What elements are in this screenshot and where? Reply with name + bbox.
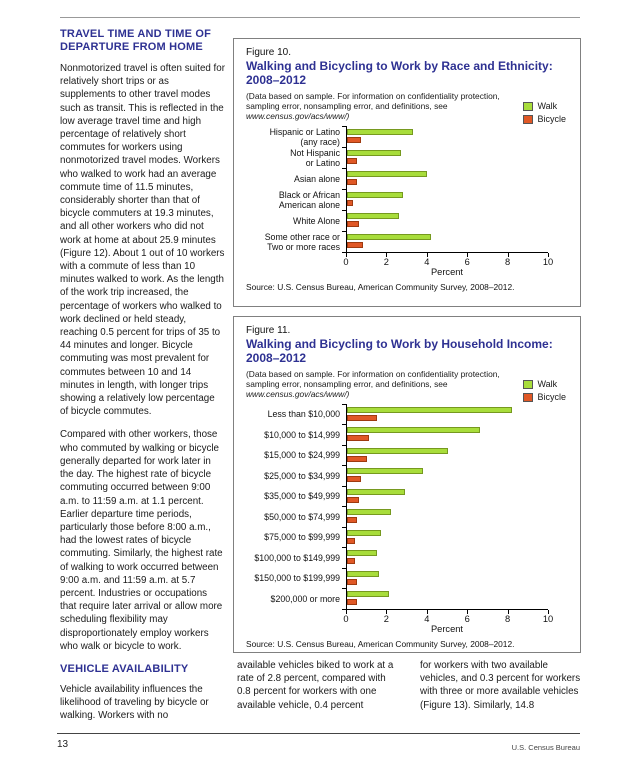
paragraph: Compared with other workers, those who commuted by walking or bicycle generally departed for work later in the day. The highest rate of bicycle commuting occurred between 9:00 a.m. to 11:59 a.m. at 1.1 percent. Earlier departure time periods, particularly those before 8:00 a.m., had the lowest rates of bicycle commuting. Similarly, the highest rate of walking to work occurred between 9:00 a.m. and 11:59 a.m. at 5.7 percent. Industries or occupations that require later arrival or allow more scheduling flexibility may disproportionately employ workers who walk or bicycle to work.: [60, 429, 223, 652]
walk-bar: [347, 468, 423, 474]
bicycle-bar: [347, 221, 359, 227]
paragraph: Vehicle availability influences the likelihood of traveling by bicycle or walking. Workers with no: [60, 683, 209, 722]
chart-row: [246, 466, 568, 487]
x-axis-tick-label: 0: [343, 614, 349, 624]
bicycle-bar: [347, 517, 357, 523]
legend-label: Walk: [537, 379, 558, 389]
walk-bar: [347, 150, 401, 156]
figure-note: [246, 369, 500, 399]
category-label: $25,000 to $34,999: [264, 470, 340, 481]
bicycle-bar: [347, 415, 377, 421]
page-number: 13: [57, 739, 69, 750]
walk-swatch-icon: [523, 102, 533, 111]
walk-bar: [347, 129, 413, 135]
bicycle-bar: [347, 476, 361, 482]
category-label: $50,000 to $74,999: [264, 511, 340, 522]
category-label: $75,000 to $99,999: [264, 532, 340, 543]
walk-bar: [347, 571, 379, 577]
category-label: Not Hispanic or Latino: [290, 147, 340, 168]
chart-row: [246, 486, 568, 507]
legend-label: Bicycle: [537, 392, 566, 402]
figure-note-text: (Data based on sample. For information on confidentiality protection, sampling error, nonsampling error, and definitions, see: [246, 91, 500, 111]
category-label: Hispanic or Latino (any race): [269, 126, 340, 147]
bar-group: [346, 126, 548, 147]
paragraph: available vehicles biked to work at a rate of 2.8 percent, compared with 0.8 percent for workers with one available vehicle, 0.4 percent: [237, 660, 394, 711]
x-axis-tick-label: 10: [542, 257, 554, 267]
legend-item-bicycle: [523, 114, 566, 124]
walk-swatch-icon: [523, 380, 533, 389]
bar-group: [346, 507, 548, 528]
walk-bar: [347, 427, 480, 433]
chart-row: [246, 189, 568, 210]
figure-title: Walking and Bicycling to Work by Race and Ethnicity: 2008–2012: [246, 59, 553, 87]
chart-row: [246, 404, 568, 425]
census-url: www.census.gov/acs/www/): [246, 111, 350, 121]
bicycle-bar: [347, 158, 357, 164]
figure-label: Figure 10.: [246, 47, 292, 58]
walk-bar: [347, 407, 512, 413]
category-label: White Alone: [293, 215, 340, 226]
bar-group: [346, 210, 548, 231]
chart-row: [246, 548, 568, 569]
section-heading-travel-time: TRAVEL TIME AND TIME OF DEPARTURE FROM HOME: [60, 28, 212, 53]
legend-item-bicycle: [523, 392, 566, 402]
walk-bar: [347, 489, 405, 495]
category-label: $200,000 or more: [270, 593, 340, 604]
bar-group: [346, 568, 548, 589]
figure-source: Source: U.S. Census Bureau, American Community Survey, 2008–2012.: [246, 639, 515, 649]
bar-group: [346, 404, 548, 425]
category-label: Asian alone: [294, 173, 340, 184]
bar-chart-race-ethnicity: [246, 126, 568, 277]
bar-group: [346, 445, 548, 466]
bicycle-bar: [347, 599, 357, 605]
chart-row: [246, 568, 568, 589]
chart-row: [246, 507, 568, 528]
bar-group: [346, 589, 548, 610]
walk-bar: [347, 530, 381, 536]
x-axis: [343, 252, 554, 267]
right-text-column: [420, 659, 583, 712]
chart-legend: [523, 379, 566, 405]
x-axis: [343, 609, 554, 624]
chart-row: [246, 589, 568, 610]
bicycle-bar: [347, 456, 367, 462]
chart-row: [246, 231, 568, 252]
x-axis-tick-label: 10: [542, 614, 554, 624]
x-axis-tick-label: 6: [464, 257, 470, 267]
bar-group: [346, 231, 548, 252]
x-axis-label: Percent: [430, 624, 464, 634]
category-label: Some other race or Two or more races: [264, 231, 340, 252]
bicycle-bar: [347, 497, 359, 503]
bicycle-bar: [347, 579, 357, 585]
middle-text-column: [237, 659, 400, 712]
category-label: $35,000 to $49,999: [264, 491, 340, 502]
x-axis-tick-label: 0: [343, 257, 349, 267]
bar-group: [346, 147, 548, 168]
legend-label: Bicycle: [537, 114, 566, 124]
walk-bar: [347, 213, 399, 219]
bicycle-bar: [347, 435, 369, 441]
walk-bar: [347, 448, 448, 454]
paragraph: for workers with two available vehicles, and 0.3 percent for workers with three or more available vehicles (Figure 13). Similarly, 14.8: [420, 660, 581, 711]
bicycle-bar: [347, 242, 363, 248]
walk-bar: [347, 234, 431, 240]
x-axis-tick-label: 2: [383, 257, 389, 267]
bicycle-bar: [347, 200, 353, 206]
paragraph: Nonmotorized travel is often suited for relatively short trips or as supplements to other travel modes such as transit. This is reflected in the low average travel time and high percentage of relatively short commutes for workers using nonmotorized travel modes. Workers who walked to work had an average commute time of 11.5 minutes, considerably shorter than that of bicycle commuters at 19.3 minutes, and all other workers who did not work at home at about 25.9 minutes (Figure 12). About 1 out of 10 workers with a commute of less than 10 minutes walked to work. As the length of the work trip increased, the percentage of workers who walked to work declined or held steady, reaching 0.5 percent for trips of 35 to 44 minutes and longer. Bicycle commuting was most prevalent for commutes between 10 and 14 minutes in length, with longer trips showing a relatively low percentage of bicycle commutes.: [60, 63, 225, 418]
chart-row: [246, 126, 568, 147]
section-heading-vehicle-availability: VEHICLE AVAILABILITY: [60, 662, 189, 675]
bicycle-bar: [347, 179, 357, 185]
bar-group: [346, 425, 548, 446]
x-axis-label: Percent: [430, 267, 464, 277]
bicycle-swatch-icon: [523, 115, 533, 124]
walk-bar: [347, 509, 391, 515]
bar-chart-household-income: [246, 404, 568, 634]
figure-11-box: [233, 316, 581, 653]
bicycle-swatch-icon: [523, 393, 533, 402]
bicycle-bar: [347, 538, 355, 544]
category-label: Less than $10,000: [267, 409, 340, 420]
figure-10-box: [233, 38, 581, 307]
chart-row: [246, 210, 568, 231]
publisher-name: U.S. Census Bureau: [511, 743, 580, 752]
header-rule: [60, 17, 580, 18]
x-axis-tick-label: 8: [505, 614, 511, 624]
bar-group: [346, 189, 548, 210]
category-label: $10,000 to $14,999: [264, 429, 340, 440]
walk-bar: [347, 550, 377, 556]
category-label: $100,000 to $149,999: [254, 552, 340, 563]
x-axis-tick-label: 6: [464, 614, 470, 624]
category-label: $15,000 to $24,999: [264, 450, 340, 461]
bicycle-bar: [347, 558, 355, 564]
bar-group: [346, 548, 548, 569]
bar-group: [346, 168, 548, 189]
bar-group: [346, 486, 548, 507]
legend-item-walk: [523, 101, 566, 111]
bicycle-bar: [347, 137, 361, 143]
figure-label: Figure 11.: [246, 325, 291, 336]
bar-group: [346, 466, 548, 487]
legend-item-walk: [523, 379, 566, 389]
chart-legend: [523, 101, 566, 127]
chart-row: [246, 147, 568, 168]
x-axis-tick-label: 4: [424, 614, 430, 624]
walk-bar: [347, 591, 389, 597]
walk-bar: [347, 192, 403, 198]
figure-source: Source: U.S. Census Bureau, American Community Survey, 2008–2012.: [246, 282, 515, 292]
figure-title: Walking and Bicycling to Work by Household Income: 2008–2012: [246, 337, 553, 365]
walk-bar: [347, 171, 427, 177]
bar-group: [346, 527, 548, 548]
chart-row: [246, 527, 568, 548]
census-url: www.census.gov/acs/www/): [246, 389, 350, 399]
chart-row: [246, 425, 568, 446]
x-axis-tick-label: 2: [383, 614, 389, 624]
footer-rule: [57, 733, 580, 734]
x-axis-tick-label: 4: [424, 257, 430, 267]
figure-note-text: (Data based on sample. For information on confidentiality protection, sampling error, nonsampling error, and definitions, see: [246, 369, 500, 389]
x-axis-tick-label: 8: [505, 257, 511, 267]
category-label: $150,000 to $199,999: [254, 573, 340, 584]
legend-label: Walk: [537, 101, 558, 111]
figure-note: [246, 91, 500, 121]
chart-row: [246, 168, 568, 189]
left-text-column: [60, 28, 225, 733]
category-label: Black or African American alone: [278, 189, 340, 210]
chart-row: [246, 445, 568, 466]
